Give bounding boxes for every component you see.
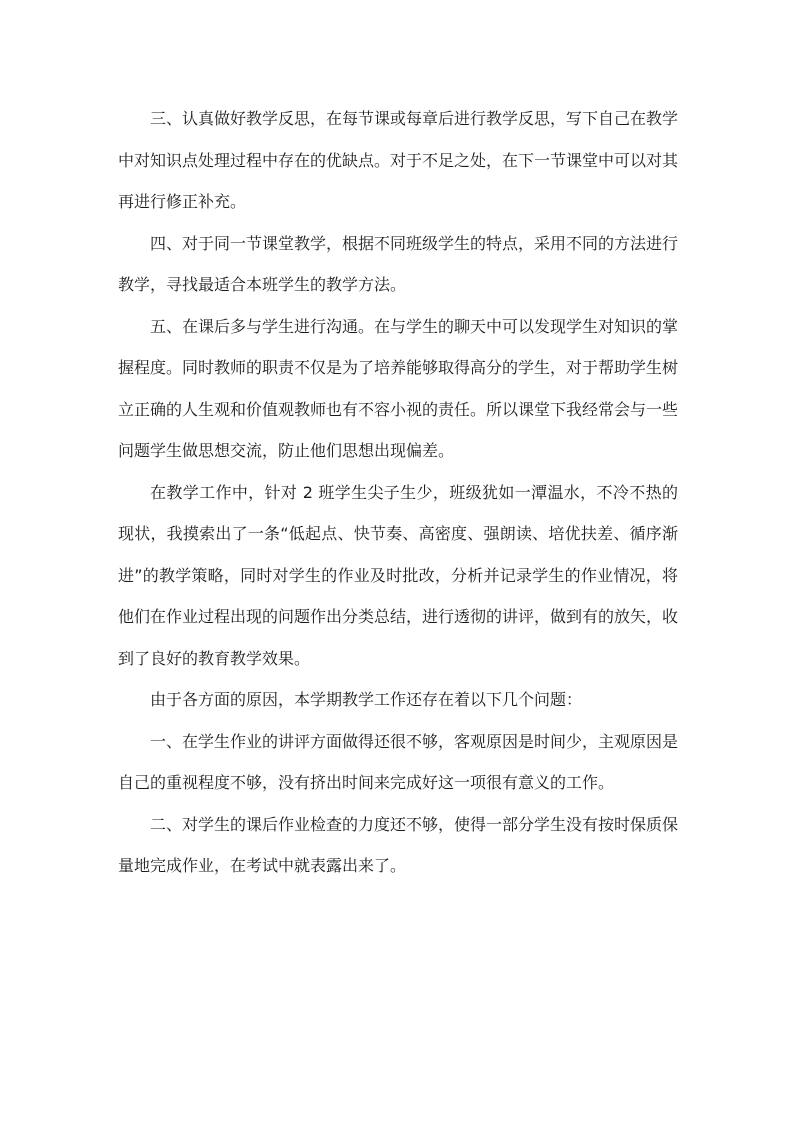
paragraph-reflection: 三、认真做好教学反思，在每节课或每章后进行教学反思，写下自己在教学中对知识点处理过程中存在的优缺点。对于不足之处，在下一节课堂中可以对其再进行修正补充。 [118,109,679,211]
paragraph-communication: 五、在课后多与学生进行沟通。在与学生的聊天中可以发现学生对知识的掌握程度。同时教师的职责不仅是为了培养能够取得高分的学生，对于帮助学生树立正确的人生观和价值观教师也有不容小视的责任。所以课堂下我经常会与一些问题学生做思想交流，防止他们思想出现偏差。 [118,316,679,460]
paragraph-teaching-methods: 四、对于同一节课堂教学，根据不同班级学生的特点，采用不同的方法进行教学，寻找最适合本班学生的教学方法。 [118,233,679,294]
paragraph-teaching-strategy: 在教学工作中，针对 2 班学生尖子生少，班级犹如一潭温水，不冷不热的现状，我摸索出了一条“低起点、快节奏、高密度、强朗读、培优扶差、循序渐进”的教学策略，同时对学生的作业及时批改，分析并记录学生的作业情况，将他们在作业过程出现的问题作出分类总结，进行透彻的讲评，做到有的放矢，收到了良好的教育教学效果。 [118,482,679,668]
paragraph-problem-two: 二、对学生的课后作业检查的力度还不够，使得一部分学生没有按时保质保量地完成作业，在考试中就表露出来了。 [118,814,679,875]
paragraph-problems-intro: 由于各方面的原因，本学期教学工作还存在着以下几个问题： [150,690,583,709]
document-body [118,98,678,887]
paragraph-problem-one: 一、在学生作业的讲评方面做得还很不够，客观原因是时间少，主观原因是自己的重视程度不够，没有挤出时间来完成好这一项很有意义的工作。 [118,731,679,792]
